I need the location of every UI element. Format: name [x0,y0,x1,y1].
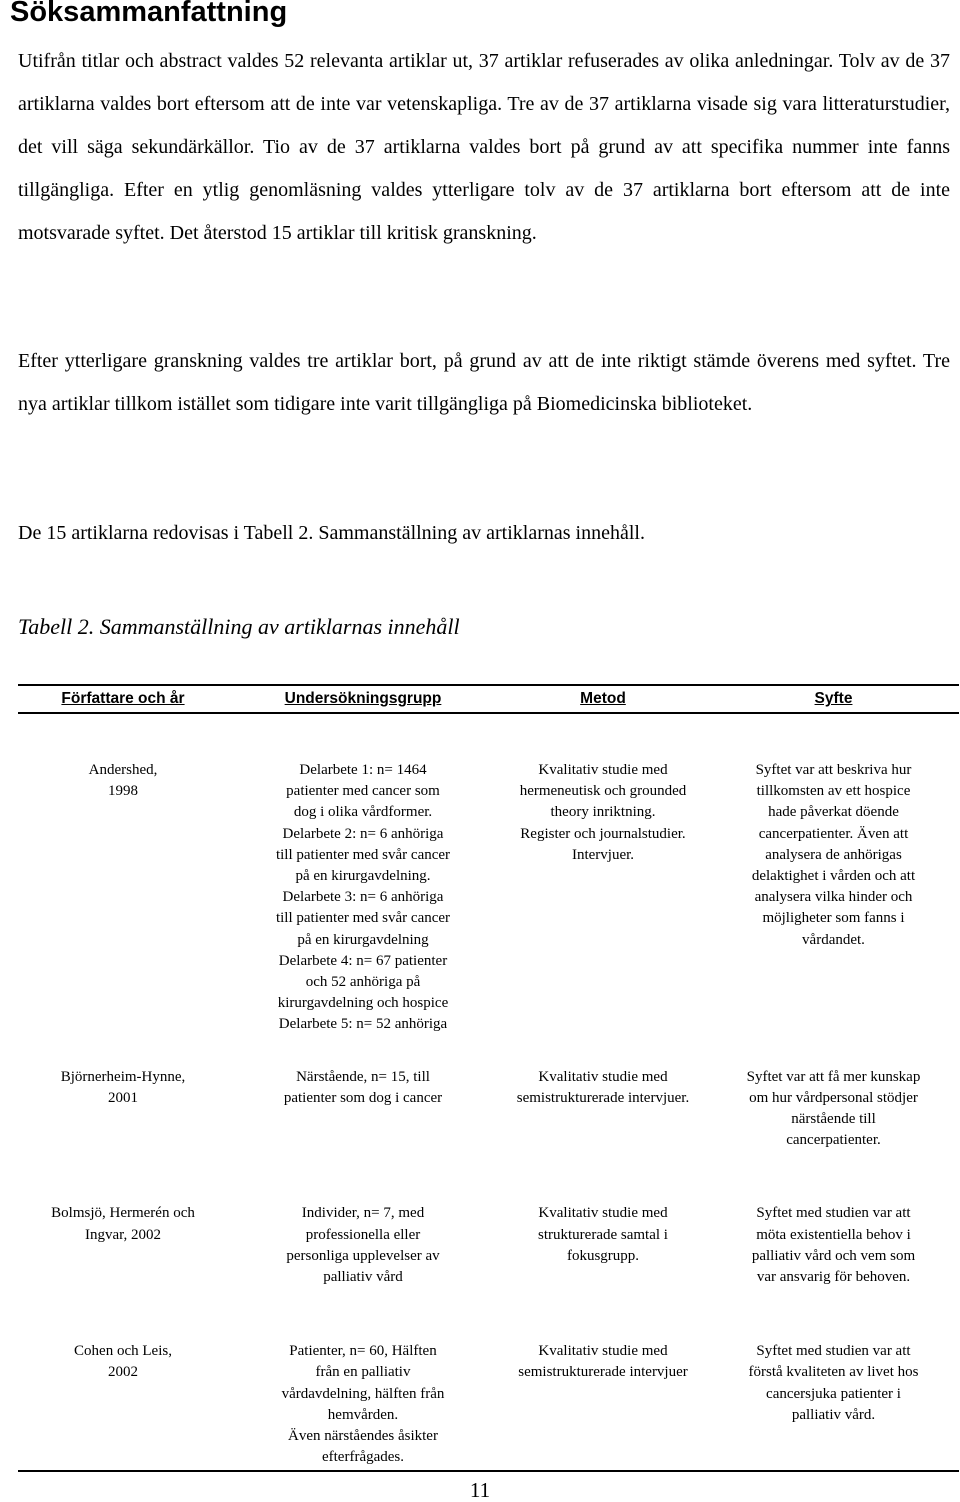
table-row [18,1288,959,1471]
table-caption: Tabell 2. Sammanställning av artiklarnas innehåll [18,614,460,639]
cell-author: Björnerheim-Hynne, 2001 [60,1068,186,1106]
cell-author: Andershed, 1998 [88,762,158,800]
cell-purpose: Syftet var att beskriva hur tillkomsten av ett hospice hade påverkat döende cancerpatienter. Även att analysera de anhörigas delaktighet i vården och att analysera vilka hinder och möjligheter som fanns i vårdandet. [751,762,916,948]
page-number: 11 [469,1478,491,1502]
section-heading: Söksammanfattning [10,0,288,28]
table-row [18,713,959,1036]
paragraph-search-summary: Utifrån titlar och abstract valdes 52 relevanta artiklar ut, 37 artiklar refuserades av olika anledningar. Tolv av de 37 artiklarna valdes bort eftersom att de inte var vetenskapliga. Tre av de 37 artiklarna visade sig vara litteraturstudier, det vill säga sekundärkällor. Tio av de 37 artiklarna valdes bort på grund av att specifika nummer inte fanns tillgängliga. Efter en ytlig genomläsning valdes ytterligare tolv av de 37 artiklarna bort eftersom att de inte motsvarade syftet. Det återstod 15 artiklar till kritisk granskning. [18,50,950,244]
cell-group: Delarbete 1: n= 1464 patienter med cancer som dog i olika vårdformer. Delarbete 2: n= 6 anhöriga till patienter med svår cancer på en kirurgavdelning. Delarbete 3: n= 6 anhöriga till patienter med svår cancer på en kirurgavdelning Delarbete 4: n= 67 patienter och 52 anhöriga på kirurgavdelning och hospice Delarbete 5: n= 52 anhöriga [275,762,451,1033]
paragraph-further-review: Efter ytterligare granskning valdes tre artiklar bort, på grund av att de inte riktigt stämde överens med syftet. Tre nya artiklar tillkom istället som tidigare inte varit tillgängliga på Biomedicinska biblioteket. [18,350,950,415]
cell-group: Patienter, n= 60, Hälften från en palliativ vårdavdelning, hälften från hemvården. Även närståendes åsikter efterfrågades. [281,1343,445,1466]
cell-author: Cohen och Leis, 2002 [74,1343,172,1381]
cell-method: Kvalitativ studie med semistrukturerade intervjuer. [516,1068,690,1106]
header-author: Författare och år [61,690,185,707]
table-row [18,1036,959,1152]
header-purpose: Syfte [814,690,853,707]
table-header-row [18,685,959,713]
cell-method: Kvalitativ studie med semistrukturerade intervjuer [518,1343,688,1381]
cell-method: Kvalitativ studie med strukturerade samtal i fokusgrupp. [538,1205,668,1264]
cell-group: Individer, n= 7, med professionella eller personliga upplevelser av palliativ vård [286,1205,440,1286]
cell-author: Bolmsjö, Hermerén och Ingvar, 2002 [51,1205,195,1243]
cell-method: Kvalitativ studie med hermeneutisk och grounded theory inriktning. Register och journalstudier. Intervjuer. [519,762,687,863]
cell-purpose: Syftet med studien var att möta existentiella behov i palliativ vård och vem som var ansvarig för behoven. [751,1205,916,1286]
header-method: Metod [580,690,626,707]
cell-purpose: Syftet med studien var att förstå kvaliteten av livet hos cancersjuka patienter i palliativ vård. [748,1343,919,1423]
cell-purpose: Syftet var att få mer kunskap om hur vårdpersonal stödjer närstående till cancerpatienter. [746,1068,921,1149]
header-group: Undersökningsgrupp [284,690,442,707]
articles-table [18,684,959,1472]
table-row [18,1151,959,1288]
cell-group: Närstående, n= 15, till patienter som dog i cancer [283,1068,443,1106]
paragraph-table-reference: De 15 artiklarna redovisas i Tabell 2. Sammanställning av artiklarnas innehåll. [18,522,645,544]
